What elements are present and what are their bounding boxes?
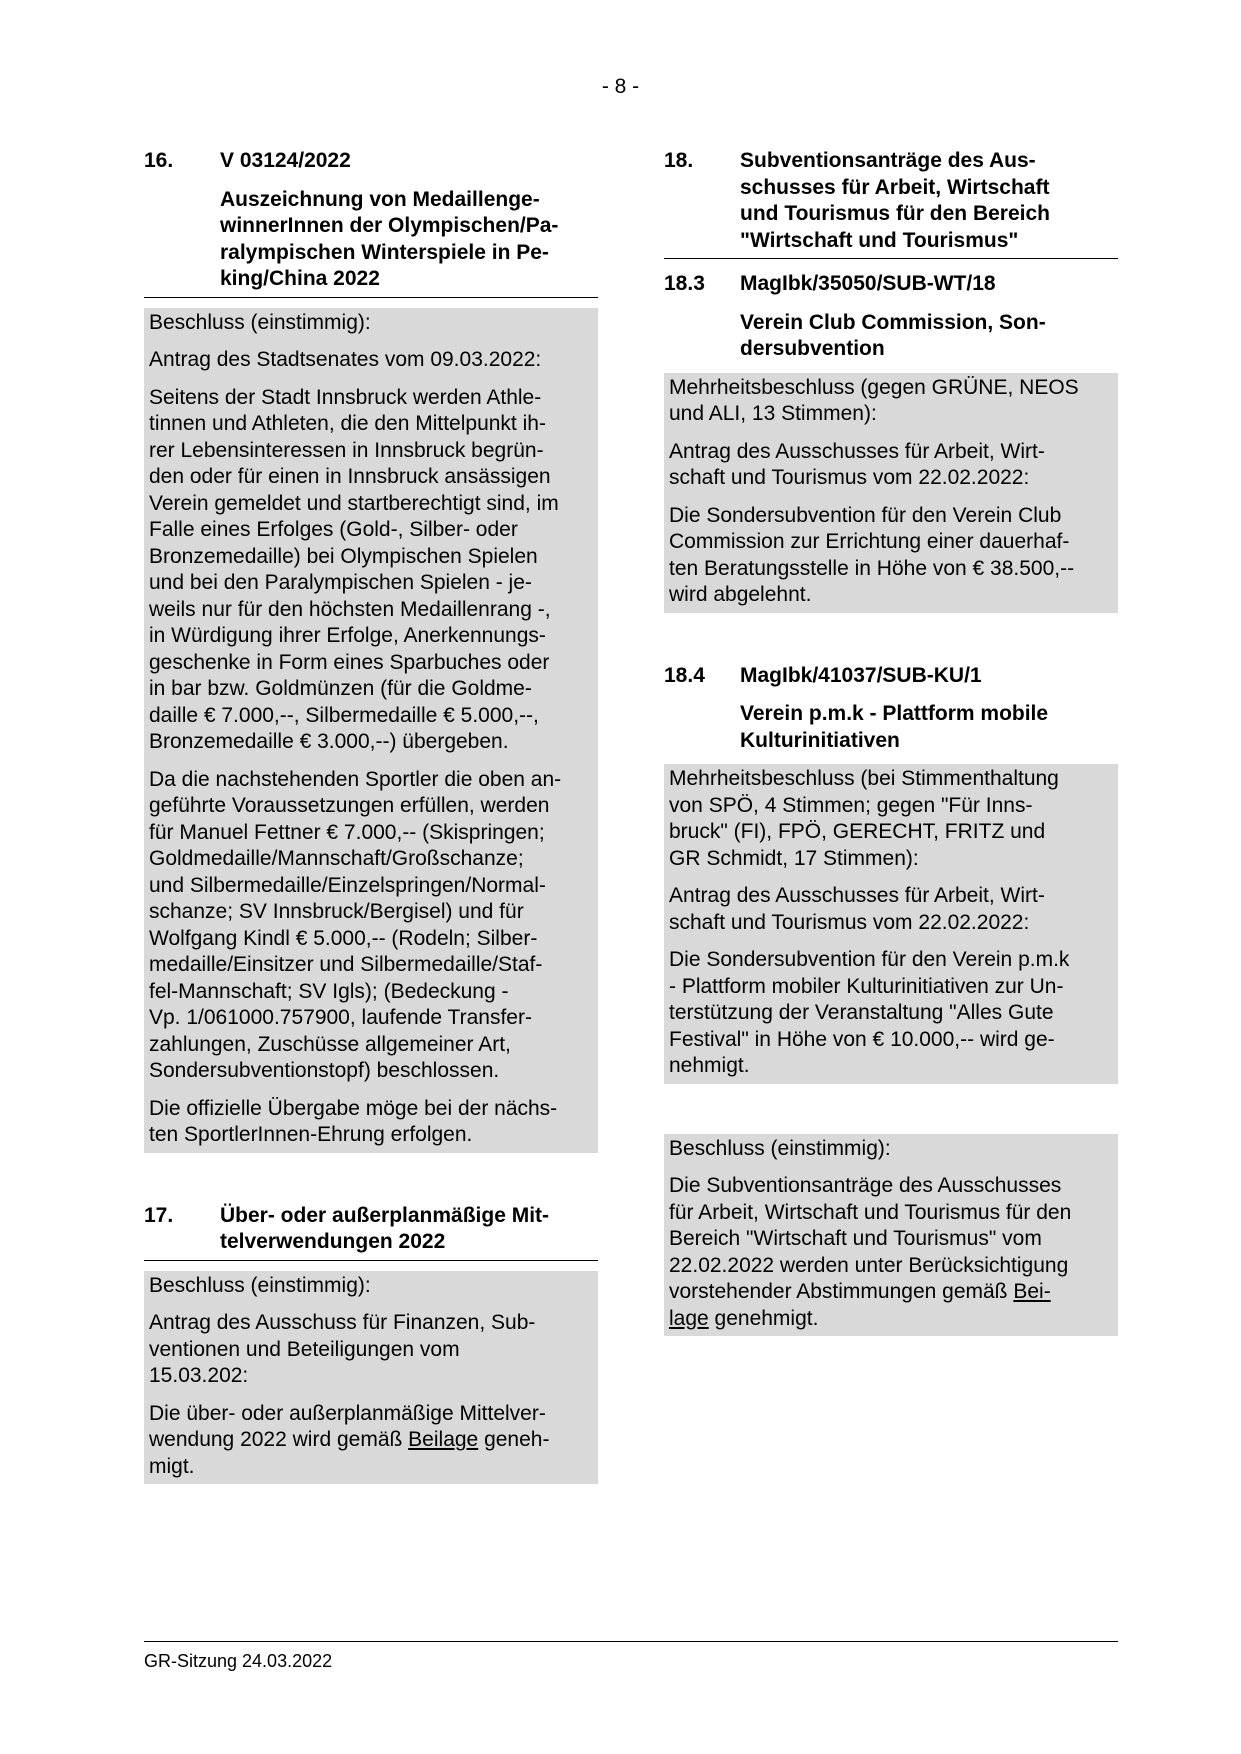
item-title: Verein Club Commission, Son- dersubvention (740, 310, 1046, 360)
decision-text: Mehrheitsbeschluss (bei Stimmenthaltung von SPÖ, 4 Stimmen; gegen "Für Inns- bruck" (FI), FPÖ, GERECHT, FRITZ und GR Schmidt, 17 Stimmen): (669, 767, 1059, 870)
body-paragraph: Da die nachstehenden Sportler die oben an- geführte Voraussetzungen erfüllen, werden für Manuel Fettner € 7.000,-- (Skispringen; Goldmedaille/Mannschaft/Großschanze; und Silbermedaille/Einzelspringen/Normal- schanze; SV Innsbruck/Bergisel) und für Wolfgang Kindl € 5.000,-- (Rodeln; Silber- medaille/Einsitzer und Silbermedaille/Staf- fel-Mannschaft; SV Igls); (Bedeckung - Vp. 1/061000.757900, laufende Transfer- zahlungen, Zuschüsse allgemeiner Art, Sondersubventionstopf) beschlossen. (149, 767, 562, 1082)
decision-box (144, 308, 598, 1153)
left-column (144, 148, 598, 1484)
page-number: - 8 - (601, 75, 640, 98)
right-column (664, 148, 1118, 1336)
motion-text: Antrag des Ausschusses für Arbeit, Wirt- schaft und Tourismus vom 22.02.2022: (669, 439, 1045, 489)
motion-text: Antrag des Stadtsenates vom 09.03.2022: (149, 348, 542, 371)
item-18-heading (664, 148, 1118, 259)
item-number: 18.4 (664, 663, 705, 687)
result-text: Die über- oder außerplanmäßige Mittelver- wendung 2022 wird gemäß Beilage geneh- migt. (149, 1401, 550, 1478)
item-title: Auszeichnung von Medaillenge- winnerInnen der Olympischen/Pa- ralympischen Winterspiele in Pe- king/China 2022 (220, 187, 559, 290)
motion-text: Antrag des Ausschusses für Arbeit, Wirt- schaft und Tourismus vom 22.02.2022: (669, 884, 1045, 934)
motion-text: Antrag des Ausschuss für Finanzen, Sub- ventionen und Beteiligungen vom 15.03.202: (149, 1311, 536, 1387)
decision-text: Mehrheitsbeschluss (gegen GRÜNE, NEOS und ALI, 13 Stimmen): (669, 375, 1079, 425)
item-number: 17. (144, 1203, 174, 1227)
item-number: 18.3 (664, 272, 705, 295)
item-reference: V 03124/2022 (220, 149, 351, 172)
item-number: 16. (144, 149, 174, 172)
item-17 (144, 1203, 598, 1485)
item-reference: MagIbk/35050/SUB-WT/18 (740, 272, 996, 295)
item-18-final-decision-box (664, 1134, 1118, 1337)
result-text: Die Sondersubvention für den Verein p.m.k - Plattform mobiler Kulturinitiativen zur Un- terstützung der Veranstaltung "Alles Gute Festival" in Höhe von € 10.000,-- wird ge- nehmigt. (669, 948, 1070, 1077)
body-paragraph: Seitens der Stadt Innsbruck werden Athle- tinnen und Athleten, die den Mittelpunkt ih- rer Lebensinteressen in Innsbruck begrün- den oder für einen in Innsbruck ansässigen Verein gemeldet und startberechtigt sind, im Falle eines Erfolges (Gold-, Silber- oder Bronzemedaille) bei Olympischen Spielen und bei den Paralympischen Spielen - je- weils nur für den höchsten Medaillenrang -, in Würdigung ihrer Erfolge, Anerkennungs- geschenke in Form eines Sparbuches oder in bar bzw. Goldmünzen (für die Goldme- daille € 7.000,--, Silbermedaille € 5.000,--, Bronzemedaille € 3.000,--) übergeben. (149, 385, 559, 753)
item-title: Subventionsanträge des Aus- schusses für Arbeit, Wirtschaft und Tourismus für den Bereich "Wirtschaft und Tourismus" (740, 149, 1050, 252)
item-16 (144, 148, 598, 1153)
item-number: 18. (664, 149, 694, 172)
beilage-link[interactable]: Bei- (1013, 1280, 1051, 1303)
decision-box (664, 373, 1118, 613)
footer: GR-Sitzung 24.03.2022 (144, 1641, 1118, 1675)
beilage-link[interactable]: Beilage (408, 1428, 479, 1451)
decision-box (664, 764, 1118, 1084)
item-18-3 (664, 271, 1118, 613)
decision-text: Beschluss (einstimmig): (149, 1273, 371, 1297)
item-reference: MagIbk/41037/SUB-KU/1 (740, 663, 982, 687)
body-paragraph: Die offizielle Übergabe möge bei der nächs- ten SportlerInnen-Ehrung erfolgen. (149, 1096, 558, 1146)
result-text: Die Subventionsanträge des Ausschusses für Arbeit, Wirtschaft und Tourismus für den Bereich "Wirtschaft und Tourismus" vom 22.02.2022 werden unter Berücksichtigung vorstehender Abstimmungen gemäß Bei- lage genehmigt. (669, 1174, 1072, 1330)
decision-text: Beschluss (einstimmig): (149, 310, 371, 334)
item-17-heading (144, 1203, 598, 1261)
decision-text: Beschluss (einstimmig): (669, 1136, 891, 1160)
item-title: Über- oder außerplanmäßige Mit- telverwendungen 2022 (220, 1203, 550, 1253)
result-text: Die Sondersubvention für den Verein Club Commission zur Errichtung einer dauerhaf- ten Beratungsstelle in Höhe von € 38.500,-- wird abgelehnt. (669, 503, 1075, 606)
item-16-heading (144, 148, 598, 298)
item-18-4 (664, 663, 1118, 1084)
item-title: Verein p.m.k - Plattform mobile Kulturinitiativen (740, 702, 1049, 752)
decision-box (144, 1271, 598, 1485)
beilage-link-cont[interactable]: lage (669, 1306, 709, 1330)
